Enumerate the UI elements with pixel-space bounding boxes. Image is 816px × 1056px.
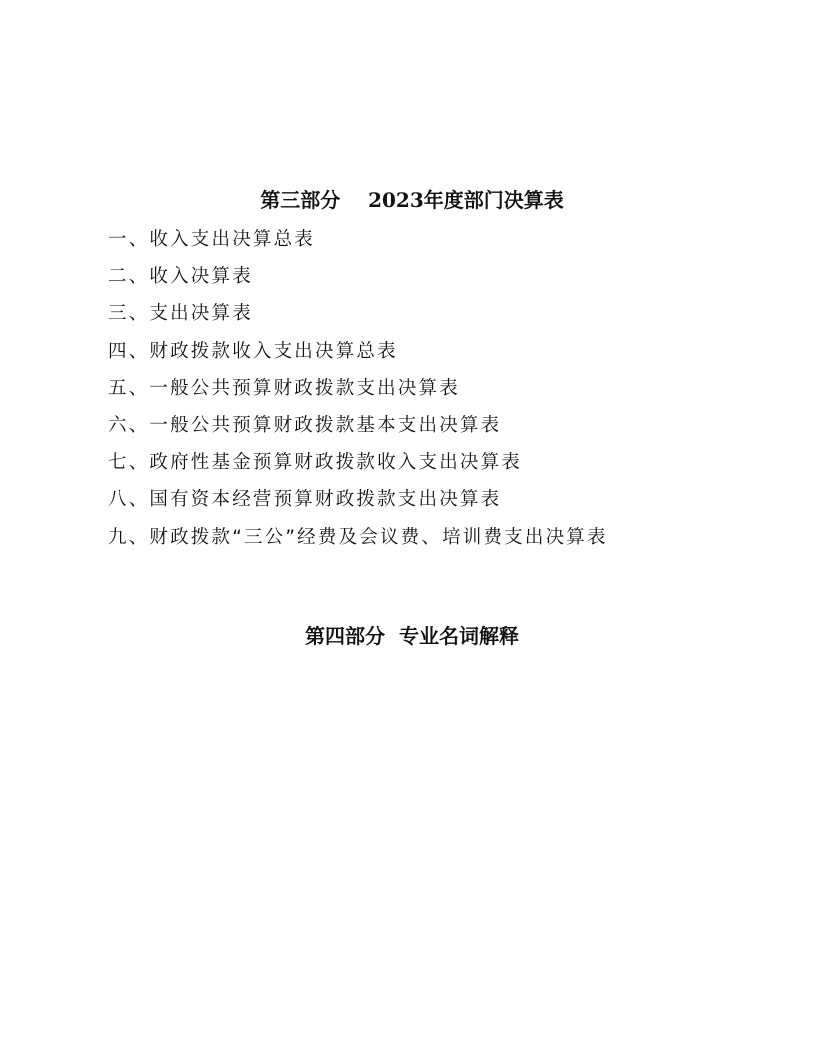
toc-item: 六、一般公共预算财政拨款基本支出决算表 [108, 414, 502, 436]
toc-item: 二、收入决算表 [108, 266, 253, 288]
toc-item: 七、政府性基金预算财政拨款收入支出决算表 [108, 452, 523, 474]
section-title-part-4: 第四部分 专业名词解释 [305, 624, 519, 648]
toc-item: 三、支出决算表 [108, 303, 253, 325]
toc-item: 四、财政拨款收入支出决算总表 [108, 340, 398, 362]
toc-item: 九、财政拨款“三公”经费及会议费、培训费支出决算表 [108, 526, 608, 548]
toc-item: 五、一般公共预算财政拨款支出决算表 [108, 377, 460, 399]
toc-item: 八、国有资本经营预算财政拨款支出决算表 [108, 489, 502, 511]
table-of-contents [108, 227, 608, 562]
toc-item: 一、收入支出决算总表 [108, 229, 316, 250]
section-title-part-3: 第三部分 2023年度部门决算表 [260, 188, 564, 212]
